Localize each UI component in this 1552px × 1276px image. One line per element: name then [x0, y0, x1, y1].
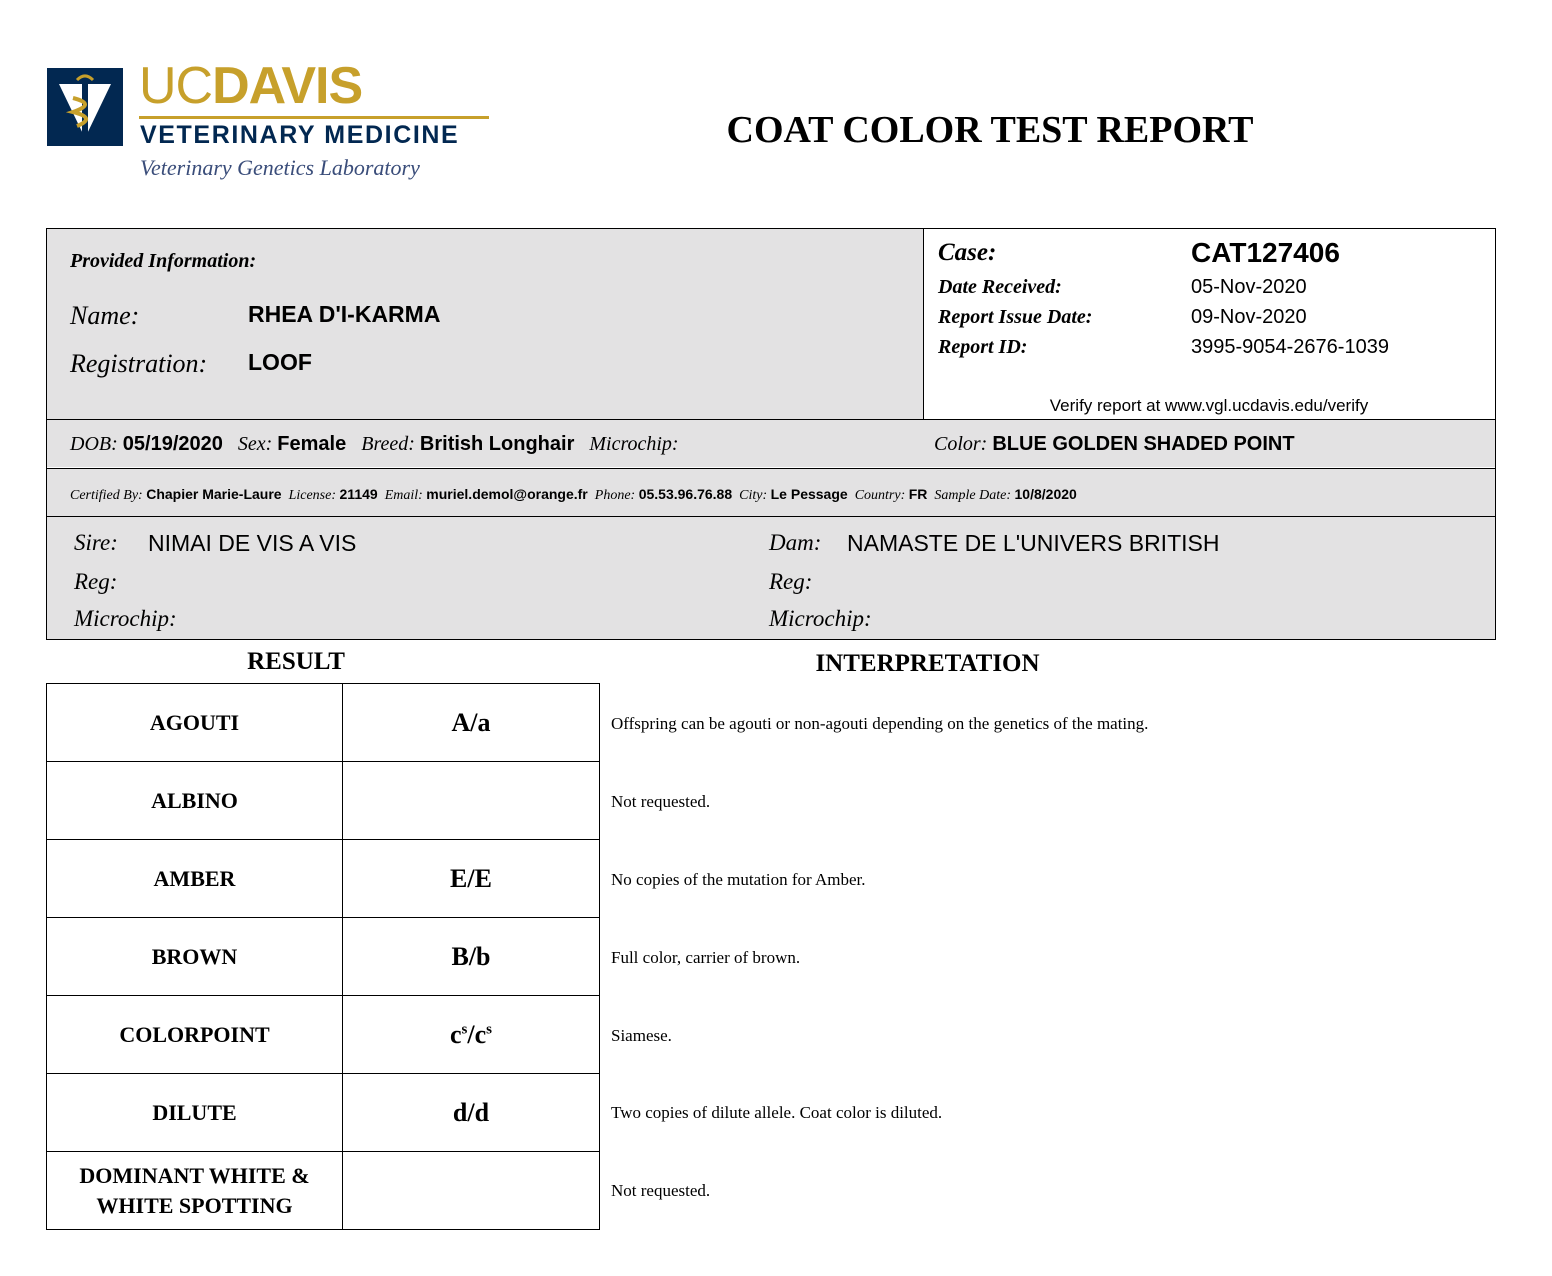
dam-microchip-label: Microchip: [769, 606, 872, 631]
gene-name: DOMINANT WHITE & WHITE SPOTTING [47, 1152, 343, 1230]
row-divider [47, 419, 1495, 420]
dam-label: Dam: [769, 530, 822, 555]
row-divider [47, 468, 1495, 469]
interpretation-text: Siamese. [611, 1026, 672, 1045]
gene-name: ALBINO [47, 762, 343, 840]
issue-date-label: Report Issue Date: [938, 306, 1093, 328]
report-id-label: Report ID: [938, 336, 1028, 358]
certified-by-value: Chapier Marie-Laure [146, 486, 282, 502]
phone-value: 05.53.96.76.88 [638, 486, 733, 502]
genotype: d/d [343, 1074, 600, 1152]
case-id: CAT127406 [1191, 237, 1340, 268]
report-id-value: 3995-9054-2676-1039 [1191, 336, 1389, 358]
sire-label: Sire: [74, 530, 118, 555]
logo-ucdavis: UCDAVIS [139, 57, 363, 115]
interpretation-text: Not requested. [611, 1181, 711, 1200]
country-label: Country: [854, 488, 906, 503]
table-row [47, 840, 600, 918]
logo-shield-icon [47, 68, 123, 146]
gene-name: AMBER [47, 840, 343, 918]
table-row [47, 762, 600, 840]
email-value: muriel.demol@orange.fr [426, 486, 588, 502]
city-value: Le Pessage [770, 486, 848, 502]
sample-date-value: 10/8/2020 [1014, 486, 1077, 502]
color-label: Color: [934, 433, 988, 455]
animal-details [70, 433, 679, 456]
interpretation-text: Not requested. [611, 792, 711, 811]
sex-label: Sex: [237, 433, 273, 455]
name-value: RHEA D'I-KARMA [248, 301, 441, 327]
sire-microchip-label: Microchip: [74, 606, 177, 631]
name-label: Name: [70, 301, 140, 330]
genotype: B/b [343, 918, 600, 996]
table-row [47, 918, 600, 996]
registration-label: Registration: [70, 349, 208, 378]
table-row [47, 684, 600, 762]
date-received-value: 05-Nov-2020 [1191, 276, 1307, 298]
color-field [934, 433, 1295, 456]
dam-value: NAMASTE DE L'UNIVERS BRITISH [847, 530, 1220, 556]
microchip-label: Microchip: [589, 433, 679, 455]
certified-details [70, 486, 1077, 504]
interpretation-text: No copies of the mutation for Amber. [611, 870, 866, 889]
interpretation-text: Two copies of dilute allele. Coat color is diluted. [611, 1103, 943, 1122]
license-value: 21149 [339, 486, 378, 502]
table-row [47, 996, 600, 1074]
country-value: FR [908, 486, 928, 502]
color-value: BLUE GOLDEN SHADED POINT [992, 433, 1295, 455]
logo-lab-name: Veterinary Genetics Laboratory [140, 155, 420, 180]
dam-reg-label: Reg: [769, 569, 813, 594]
genotype: A/a [343, 684, 600, 762]
registration-value: LOOF [248, 349, 312, 375]
genotype [343, 762, 600, 840]
genotype: $c^s/c^s$ [343, 996, 600, 1074]
issue-date-value: 09-Nov-2020 [1191, 306, 1307, 328]
dob-value: 05/19/2020 [122, 433, 223, 455]
provided-heading: Provided Information: [70, 250, 257, 272]
interpretation-heading: INTERPRETATION [815, 650, 1040, 677]
result-heading: RESULT [247, 648, 345, 675]
city-label: City: [739, 488, 768, 503]
certified-by-label: Certified By: [70, 488, 143, 503]
sire-value: NIMAI DE VIS A VIS [148, 530, 357, 556]
row-divider [47, 516, 1495, 517]
gene-name: DILUTE [47, 1074, 343, 1152]
sex-value: Female [277, 433, 347, 455]
interpretation-text: Full color, carrier of brown. [611, 948, 801, 967]
phone-label: Phone: [594, 488, 636, 503]
email-label: Email: [384, 488, 423, 503]
gene-name: COLORPOINT [47, 996, 343, 1074]
genotype: E/E [343, 840, 600, 918]
gene-name: AGOUTI [47, 684, 343, 762]
panel-divider [923, 229, 924, 419]
logo-vetmed: VETERINARY MEDICINE [140, 121, 460, 149]
table-row [47, 1152, 600, 1230]
dob-label: DOB: [70, 433, 118, 455]
case-label: Case: [938, 239, 997, 266]
sire-reg-label: Reg: [74, 569, 118, 594]
breed-label: Breed: [361, 433, 415, 455]
license-label: License: [288, 488, 337, 503]
logo-divider [139, 116, 489, 119]
genotype [343, 1152, 600, 1230]
gene-name: BROWN [47, 918, 343, 996]
report-title: COAT COLOR TEST REPORT [726, 109, 1254, 151]
table-row [47, 1074, 600, 1152]
breed-value: British Longhair [419, 433, 575, 455]
sample-date-label: Sample Date: [934, 488, 1012, 503]
interpretation-text: Offspring can be agouti or non-agouti depending on the genetics of the mating. [611, 714, 1149, 733]
verify-link[interactable]: Verify report at www.vgl.ucdavis.edu/verify [1049, 396, 1369, 415]
date-received-label: Date Received: [938, 276, 1062, 298]
results-table [46, 683, 600, 1230]
